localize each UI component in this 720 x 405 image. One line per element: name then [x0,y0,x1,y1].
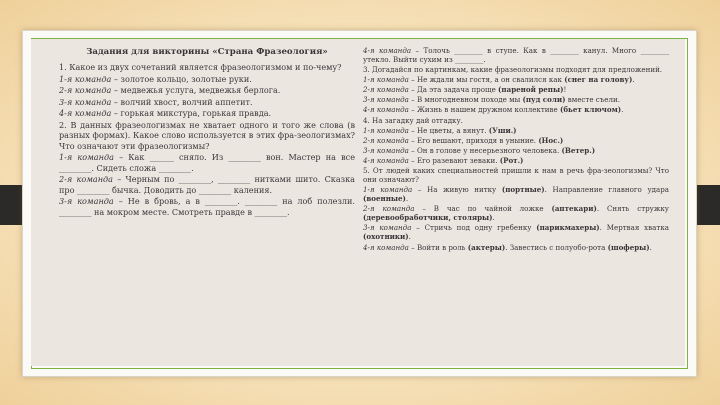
item-text: – Не цветы, а вянут. [408,125,489,135]
answer: (Уши.) [488,125,517,135]
answer-2: (деревообработчики, столяры) [363,213,493,223]
answer-2: (охотники) [363,232,409,242]
q3-item [363,95,669,104]
question-4: 4. На загадку дай отгадку. [363,115,463,125]
q5-item [363,223,669,241]
item-text: – волчий хвост, волчий аппетит. [111,96,253,107]
team-label: 1-я команда [59,152,114,163]
after: вместе съели. [565,95,620,105]
question-3: 3. Догадайся по картинкам, какие фразеологизмы подходят для предложений. [363,65,663,75]
after: ! [563,85,567,95]
question-1: 1. Какое из двух сочетаний является фразеологизмом и по-чему? [59,62,342,73]
q1-item [59,74,355,85]
q2-item [59,152,355,173]
team-label: 1-я команда [363,125,409,135]
answer: (бьет ключом) [559,105,622,115]
team-label: 3-я команда [363,223,412,233]
q3-item [363,85,669,94]
item-text: – Да эта задача проще [408,85,499,95]
team-label: 1-я команда [59,73,112,84]
team-label: 3-я команда [363,145,409,155]
item-text: – золотое кольцо, золотые руки. [111,73,252,84]
q3-list [363,75,669,114]
q4-item [363,156,669,165]
answer: (пареной репы) [498,85,564,95]
answer: (актеры) [467,242,506,252]
team-label: 3-я команда [59,96,112,107]
item-text: – Не ждали мы гостя, а он свалился как [408,75,565,85]
team-label: 4-я команда [59,108,112,119]
after: . Направление главного удара [544,185,669,195]
team-label: 2-я команда [59,85,112,96]
scanned-page [31,39,685,366]
item-text: – В многодневном походе мы [408,95,523,105]
item-text: – В час по чайной ложке [414,204,552,214]
after: . Снять стружку [596,204,669,214]
answer-2: (шоферы) [607,242,650,252]
item-text: – Его вешают, приходя в уныние. [408,135,539,145]
after: . Завестись с полуобо-рота [505,242,608,252]
item-text: – медвежья услуга, медвежья берлога. [111,85,281,96]
item-text: – горькая микстура, горькая правда. [111,108,272,119]
q4-item [363,126,669,135]
team-label: 2-я команда [363,135,409,145]
answer: (парикмахеры) [536,223,600,233]
team-label: 1-я команда [363,75,409,85]
item-text: – Не в бровь, а в ________. ________ на лоб полезли. ________ на мокром месте. Смотреть правде в ________. [59,196,355,217]
answer: (аптекари) [551,204,597,214]
item-text: – На живую нитку [412,185,502,195]
q5-item [363,185,669,203]
team-label: 2-я команда [363,85,409,95]
question-2: 2. В данных фразеологизмах не хватает одного и того же слова (в разных формах). Какое слово используется в этих фра-зеологизмах? Что означают эти фразеологизмы? [59,119,355,151]
after-2: . [649,242,652,252]
after: . [632,75,635,85]
answer: (снег на голову) [564,75,633,85]
right-column [363,46,669,253]
q1-item [59,85,355,96]
team-label: 4-я команда [363,242,409,252]
after-2: . [405,194,409,204]
answer: (Ветер.) [561,145,596,155]
after-2: . [492,213,495,223]
item-text: – Жизнь в нашем дружном коллективе [408,105,560,115]
team-label: 3-я команда [363,95,409,105]
item-text: – Черным по ________, ________ нитками шито. Сказка про ________ бычка. Доводить до ________ каления. [59,174,355,195]
left-column [59,47,355,218]
team-label: 4-я команда [363,155,409,165]
q5-item [363,204,669,222]
team-label: 4-я команда [363,105,409,115]
q2-item [59,174,355,195]
team-label: 1-я команда [363,185,413,195]
team4-item [363,46,669,64]
answer: (Нос.) [538,135,564,145]
answer: (пуд соли) [522,95,566,105]
answer: (портные) [501,185,545,195]
item-text: – Стричь под одну гребенку [411,223,537,233]
q1-item [59,108,355,119]
answer: (Рот.) [499,155,524,165]
q3-item [363,75,669,84]
q2-list [59,152,355,217]
answer-2: (военные) [363,194,406,204]
team-label: 2-я команда [363,204,415,214]
q1-item [59,97,355,108]
q4-item [363,136,669,145]
after: . Мертвая хватка [599,223,669,233]
q4-list [363,126,669,165]
q5-list [363,185,669,252]
q4-item [363,146,669,155]
item-text: – Как ______ сняло. Из ________ вон. Мастер на все ________. Сидеть сложа ________. [59,152,355,173]
team-label: 4-я команда [363,46,412,55]
item-text: – Он в голове у несерьезного человека. [408,145,562,155]
team-label: 3-я команда [59,196,114,207]
item-text: – Войти в роль [408,242,468,252]
item-text: – Его разевают зеваки. [408,155,500,165]
q3-item [363,105,669,114]
question-5: 5. От людей каких специальностей пришли к нам в речь фра-зеологизмы? Что они означают? [363,165,669,185]
team-label: 2-я команда [59,174,114,185]
q5-item [363,243,669,252]
after-2: . [408,232,411,242]
after: . [621,105,624,115]
quiz-title: Задания для викторины «Страна Фразеология» [86,47,328,57]
item-text: – Толочь ________ в ступе. Как в ________ канул. Много ________ утекло. Выйти сухим из ________. [363,46,669,65]
q2-item [59,196,355,217]
q1-list [59,74,355,119]
